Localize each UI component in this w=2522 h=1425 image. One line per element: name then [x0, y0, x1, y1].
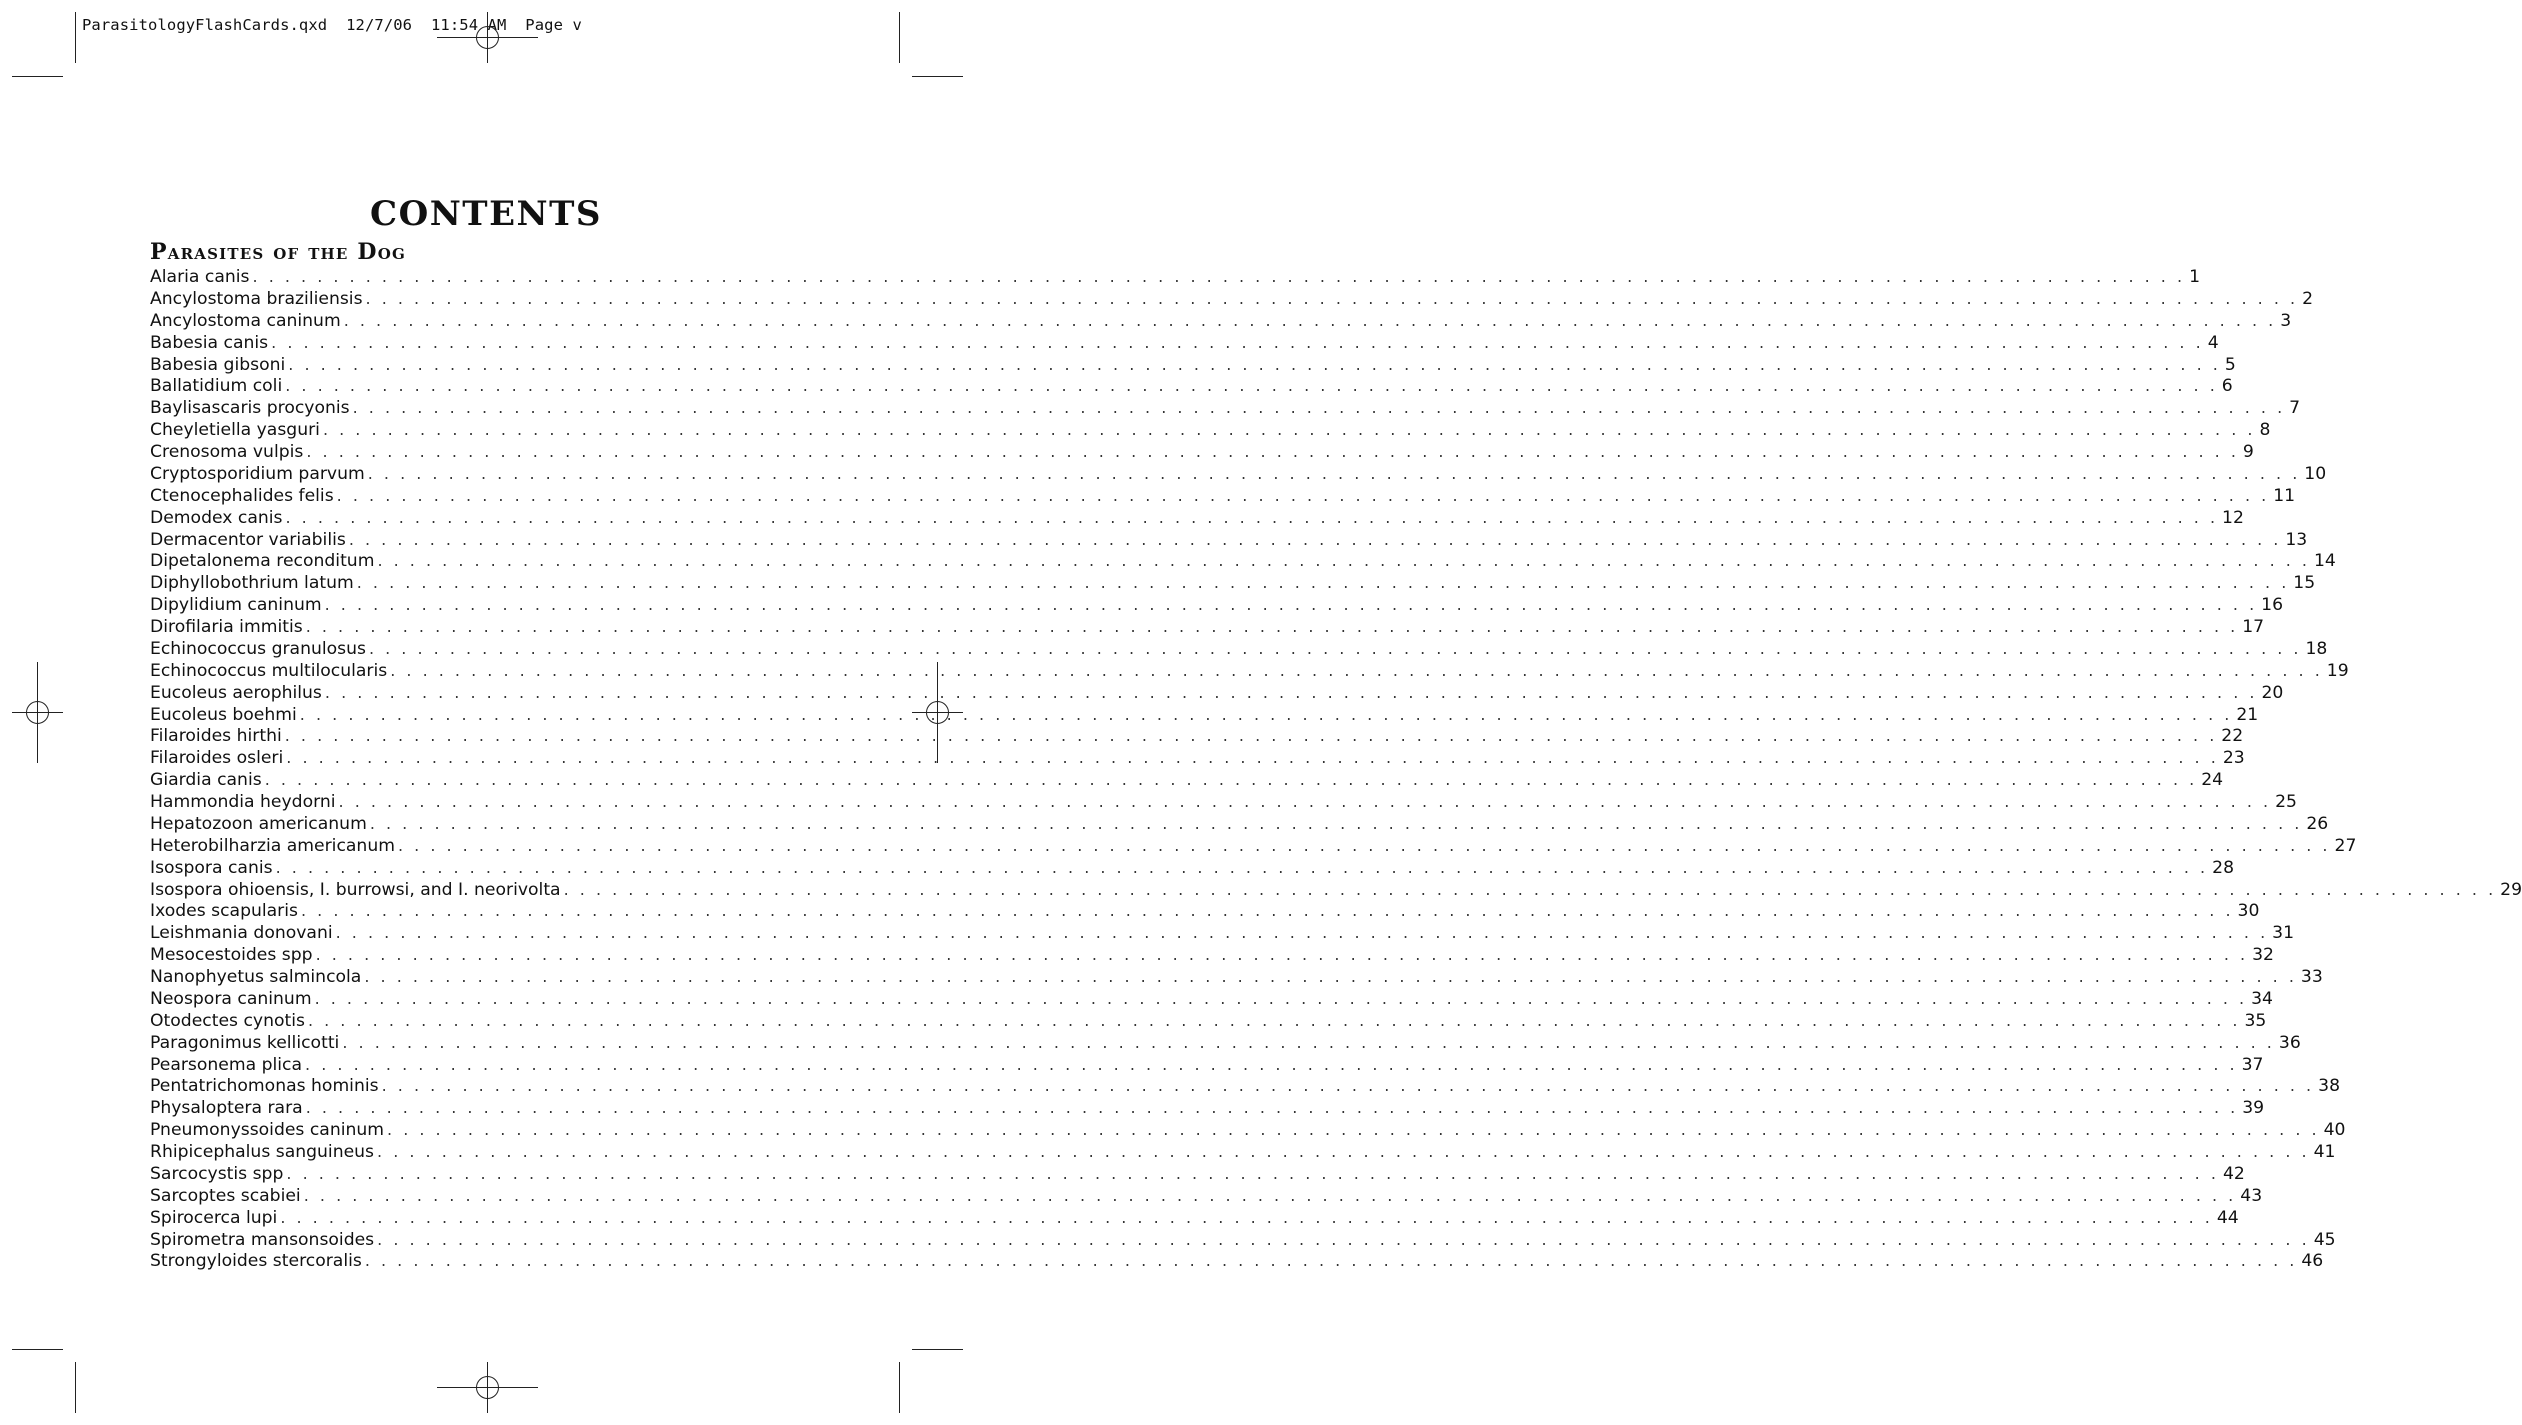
- dot-leader: . . . . . . . . . . . . . . . . . . . . . . . . . . . . . . . . . . . . . . . . . . . . . . . . . . . . . . . . . . . . . . . . . . . . . . . . . . . . . . . . . . . . . . . . . . . . . . . . . . . . . . . . . . . . . . . . . . . . . . . .: [368, 638, 2302, 658]
- toc-entry-page-number: 25: [2275, 792, 2297, 812]
- toc-entry[interactable]: [150, 550, 2336, 572]
- toc-entry-name: Demodex canis: [150, 507, 283, 528]
- dot-leader: . . . . . . . . . . . . . . . . . . . . . . . . . . . . . . . . . . . . . . . . . . . . . . . . . . . . . . . . . . . . . . . . . . . . . . . . . . . . . . . . . . . . . . . . . . . . . . . . . . . . . . . . . . . . . . . . . . . . . . . .: [306, 442, 2239, 461]
- dot-leader: . . . . . . . . . . . . . . . . . . . . . . . . . . . . . . . . . . . . . . . . . . . . . . . . . . . . . . . . . . . . . . . . . . . . . . . . . . . . . . . . . . . . . . . . . . . . . . . . . . . . . . . . . . . . . . . . . . . . . . . .: [315, 945, 2249, 965]
- page-title: CONTENTS: [370, 194, 602, 234]
- toc-entry[interactable]: [150, 922, 2295, 944]
- toc-entry-name: Physaloptera rara: [150, 1098, 303, 1119]
- toc-entry[interactable]: [150, 441, 2254, 463]
- toc-entry[interactable]: [150, 1097, 2265, 1119]
- toc-entry-name: Isospora canis: [150, 857, 273, 878]
- toc-entry[interactable]: [150, 375, 2233, 397]
- toc-entry-name: Cryptosporidium parvum: [150, 463, 365, 484]
- toc-entry[interactable]: [150, 857, 2235, 879]
- dot-leader: . . . . . . . . . . . . . . . . . . . . . . . . . . . . . . . . . . . . . . . . . . . . . . . . . . . . . . . . . . . . . . . . . . . . . . . . . . . . . . . . . . . . . . . . . . . . . . . . . . . . . . . . . . . . . . . . . . . . . . . .: [280, 1207, 2213, 1227]
- toc-entry-name: Alaria canis: [150, 267, 250, 287]
- toc-entry-page-number: 31: [2272, 923, 2295, 944]
- toc-entry[interactable]: [150, 572, 2316, 594]
- registration-mark-left: [12, 662, 63, 763]
- toc-entry[interactable]: [150, 944, 2274, 966]
- dot-leader: . . . . . . . . . . . . . . . . . . . . . . . . . . . . . . . . . . . . . . . . . . . . . . . . . . . . . . . . . . . . . . . . . . . . . . . . . . . . . . . . . . . . . . . . . . . . . . . . . . . . . . . . . . . . . . . . . . . . . . . .: [307, 1010, 2241, 1030]
- dot-leader: . . . . . . . . . . . . . . . . . . . . . . . . . . . . . . . . . . . . . . . . . . . . . . . . . . . . . . . . . . . . . . . . . . . . . . . . . . . . . . . . . . . . . . . . . . . . . . . . . . . . . . . . . . . . . . . . . . . . . . . .: [271, 332, 2204, 352]
- toc-entry-page-number: 10: [2304, 463, 2327, 484]
- toc-entry-page-number: 20: [2261, 682, 2284, 703]
- dot-leader: . . . . . . . . . . . . . . . . . . . . . . . . . . . . . . . . . . . . . . . . . . . . . . . . . . . . . . . . . . . . . . . . . . . . . . . . . . . . . . . . . . . . . . . . . . . . . . . . . . . . . . . . . . . . . . . . . . . . . . . .: [285, 507, 2219, 527]
- toc-entry-name: Filaroides osleri: [150, 748, 284, 769]
- toc-entry[interactable]: [150, 1141, 2336, 1163]
- toc-entry[interactable]: [150, 507, 2244, 529]
- toc-entry-name: Heterobilharzia americanum: [150, 835, 395, 856]
- dot-leader: . . . . . . . . . . . . . . . . . . . . . . . . . . . . . . . . . . . . . . . . . . . . . . . . . . . . . . . . . . . . . . . . . . . . . . . . . . . . . . . . . . . . . . . . . . . . . . . . . . . . . . . . . . . . . . . . . . . . . . . .: [390, 660, 2323, 680]
- toc-entry[interactable]: [150, 1185, 2263, 1207]
- dot-leader: . . . . . . . . . . . . . . . . . . . . . . . . . . . . . . . . . . . . . . . . . . . . . . . . . . . . . . . . . . . . . . . . . . . . . . . . . . . . . . . . . . . . . . . . . . . . . . . . . . . . . . . . . . . . . . . . . . . . . . . .: [348, 529, 2282, 549]
- dot-leader: . . . . . . . . . . . . . . . . . . . . . . . . . . . . . . . . . . . . . . . . . . . . . . . . . . . . . . . . . . . . . . . . . . . . . . . . . . . . . . . . . . . . . . . . . . . . . . . . . . . . . . . . . . . . . . . . . . . . . . . .: [563, 879, 2497, 899]
- toc-entry-page-number: 8: [2259, 420, 2271, 441]
- toc-entry-page-number: 46: [2301, 1251, 2324, 1272]
- dot-leader: . . . . . . . . . . . . . . . . . . . . . . . . . . . . . . . . . . . . . . . . . . . . . . . . . . . . . . . . . . . . . . . . . . . . . . . . . . . . . . . . . . . . . . . . . . . . . . . . . . . . . . . . . . . . . . . . . . . . . . . .: [377, 1142, 2310, 1161]
- dot-leader: . . . . . . . . . . . . . . . . . . . . . . . . . . . . . . . . . . . . . . . . . . . . . . . . . . . . . . . . . . . . . . . . . . . . . . . . . . . . . . . . . . . . . . . . . . . . . . . . . . . . . . . . . . . . . . . . . . . . . . . .: [284, 726, 2218, 746]
- dot-leader: . . . . . . . . . . . . . . . . . . . . . . . . . . . . . . . . . . . . . . . . . . . . . . . . . . . . . . . . . . . . . . . . . . . . . . . . . . . . . . . . . . . . . . . . . . . . . . . . . . . . . . . . . . . . . . . . . . . . . . . .: [264, 770, 2198, 790]
- toc-entry[interactable]: [150, 704, 2259, 726]
- toc-entry-page-number: 3: [2280, 310, 2292, 331]
- toc-entry-page-number: 45: [2313, 1229, 2336, 1250]
- toc-entry-name: Dipylidium caninum: [150, 595, 322, 616]
- toc-entry-page-number: 28: [2212, 857, 2235, 878]
- toc-entry[interactable]: [150, 879, 2522, 901]
- dot-leader: . . . . . . . . . . . . . . . . . . . . . . . . . . . . . . . . . . . . . . . . . . . . . . . . . . . . . . . . . . . . . . . . . . . . . . . . . . . . . . . . . . . . . . . . . . . . . . . . . . . . . . . . . . . . . . . . . . . . . . . .: [352, 398, 2286, 418]
- toc-entry[interactable]: [150, 1229, 2336, 1251]
- dot-leader: . . . . . . . . . . . . . . . . . . . . . . . . . . . . . . . . . . . . . . . . . . . . . . . . . . . . . . . . . . . . . . . . . . . . . . . . . . . . . . . . . . . . . . . . . . . . . . . . . . . . . . . . . . . . . . . . . . . . . . . .: [305, 1054, 2238, 1074]
- toc-entry[interactable]: [150, 900, 2260, 922]
- toc-entry-page-number: 44: [2216, 1207, 2239, 1228]
- dot-leader: . . . . . . . . . . . . . . . . . . . . . . . . . . . . . . . . . . . . . . . . . . . . . . . . . . . . . . . . . . . . . . . . . . . . . . . . . . . . . . . . . . . . . . . . . . . . . . . . . . . . . . . . . . . . . . . . . . . . . . . .: [338, 792, 2272, 811]
- toc-entry-name: Baylisascaris procyonis: [150, 398, 350, 419]
- toc-entry-name: Leishmania donovani: [150, 923, 333, 944]
- dot-leader: . . . . . . . . . . . . . . . . . . . . . . . . . . . . . . . . . . . . . . . . . . . . . . . . . . . . . . . . . . . . . . . . . . . . . . . . . . . . . . . . . . . . . . . . . . . . . . . . . . . . . . . . . . . . . . . . . . . . . . . .: [387, 1120, 2320, 1140]
- toc-entry-name: Ballatidium coli: [150, 376, 283, 397]
- toc-entry-name: Hammondia heydorni: [150, 792, 336, 812]
- toc-entry-name: Nanophyetus salmincola: [150, 967, 362, 987]
- toc-entry-page-number: 19: [2326, 660, 2349, 681]
- toc-entry-page-number: 38: [2318, 1076, 2341, 1097]
- toc-entry[interactable]: [150, 288, 2314, 310]
- toc-entry-page-number: 34: [2251, 988, 2273, 1009]
- dot-leader: . . . . . . . . . . . . . . . . . . . . . . . . . . . . . . . . . . . . . . . . . . . . . . . . . . . . . . . . . . . . . . . . . . . . . . . . . . . . . . . . . . . . . . . . . . . . . . . . . . . . . . . . . . . . . . . . . . . . . . . .: [336, 485, 2270, 505]
- dot-leader: . . . . . . . . . . . . . . . . . . . . . . . . . . . . . . . . . . . . . . . . . . . . . . . . . . . . . . . . . . . . . . . . . . . . . . . . . . . . . . . . . . . . . . . . . . . . . . . . . . . . . . . . . . . . . . . . . . . . . . . .: [364, 1251, 2298, 1271]
- toc-entry-name: Pearsonema plica: [150, 1054, 303, 1075]
- toc-entry-name: Rhipicephalus sanguineus: [150, 1142, 375, 1162]
- toc-entry-name: Ancylostoma caninum: [150, 310, 341, 331]
- dot-leader: . . . . . . . . . . . . . . . . . . . . . . . . . . . . . . . . . . . . . . . . . . . . . . . . . . . . . . . . . . . . . . . . . . . . . . . . . . . . . . . . . . . . . . . . . . . . . . . . . . . . . . . . . . . . . . . . . . . . . . . .: [286, 1163, 2219, 1183]
- toc-entry-page-number: 22: [2221, 726, 2244, 747]
- dot-leader: . . . . . . . . . . . . . . . . . . . . . . . . . . . . . . . . . . . . . . . . . . . . . . . . . . . . . . . . . . . . . . . . . . . . . . . . . . . . . . . . . . . . . . . . . . . . . . . . . . . . . . . . . . . . . . . . . . . . . . . .: [286, 748, 2219, 768]
- toc-entry-name: Pentatrichomonas hominis: [150, 1076, 379, 1097]
- toc-entry[interactable]: [150, 419, 2271, 441]
- toc-entry-page-number: 26: [2306, 813, 2329, 834]
- dot-leader: . . . . . . . . . . . . . . . . . . . . . . . . . . . . . . . . . . . . . . . . . . . . . . . . . . . . . . . . . . . . . . . . . . . . . . . . . . . . . . . . . . . . . . . . . . . . . . . . . . . . . . . . . . . . . . . . . . . . . . . .: [288, 354, 2221, 374]
- toc-entry[interactable]: [150, 1119, 2346, 1141]
- toc-entry-name: Eucoleus aerophilus: [150, 682, 322, 703]
- dot-leader: . . . . . . . . . . . . . . . . . . . . . . . . . . . . . . . . . . . . . . . . . . . . . . . . . . . . . . . . . . . . . . . . . . . . . . . . . . . . . . . . . . . . . . . . . . . . . . . . . . . . . . . . . . . . . . . . . . . . . . . .: [314, 988, 2248, 1008]
- toc-entry-name: Ixodes scapularis: [150, 901, 298, 922]
- toc-entry-name: Paragonimus kellicotti: [150, 1032, 340, 1053]
- toc-entry[interactable]: [150, 616, 2265, 638]
- toc-entry-name: Dirofilaria immitis: [150, 617, 303, 637]
- toc-entry[interactable]: [150, 310, 2292, 332]
- toc-entry-name: Pneumonyssoides caninum: [150, 1120, 385, 1141]
- toc-entry[interactable]: [150, 529, 2308, 551]
- toc-entry-name: Diphyllobothrium latum: [150, 573, 354, 594]
- dot-leader: . . . . . . . . . . . . . . . . . . . . . . . . . . . . . . . . . . . . . . . . . . . . . . . . . . . . . . . . . . . . . . . . . . . . . . . . . . . . . . . . . . . . . . . . . . . . . . . . . . . . . . . . . . . . . . . . . . . . . . . .: [324, 595, 2258, 615]
- toc-entry[interactable]: [150, 397, 2301, 419]
- dot-leader: . . . . . . . . . . . . . . . . . . . . . . . . . . . . . . . . . . . . . . . . . . . . . . . . . . . . . . . . . . . . . . . . . . . . . . . . . . . . . . . . . . . . . . . . . . . . . . . . . . . . . . . . . . . . . . . . . . . . . . . .: [381, 1076, 2315, 1096]
- toc-entry-page-number: 11: [2273, 485, 2296, 506]
- contents-page: [150, 190, 2522, 1272]
- toc-entry-page-number: 9: [2242, 442, 2254, 462]
- dot-leader: . . . . . . . . . . . . . . . . . . . . . . . . . . . . . . . . . . . . . . . . . . . . . . . . . . . . . . . . . . . . . . . . . . . . . . . . . . . . . . . . . . . . . . . . . . . . . . . . . . . . . . . . . . . . . . . . . . . . . . . .: [343, 310, 2277, 330]
- toc-entry-name: Giardia canis: [150, 770, 262, 791]
- dot-leader: . . . . . . . . . . . . . . . . . . . . . . . . . . . . . . . . . . . . . . . . . . . . . . . . . . . . . . . . . . . . . . . . . . . . . . . . . . . . . . . . . . . . . . . . . . . . . . . . . . . . . . . . . . . . . . . . . . . . . . . .: [299, 704, 2233, 724]
- toc-entry-name: Echinococcus multilocularis: [150, 660, 388, 681]
- toc-entry-name: Spirometra mansonsoides: [150, 1229, 375, 1250]
- toc-entry-page-number: 40: [2323, 1120, 2346, 1141]
- toc-entry-name: Mesocestoides spp: [150, 945, 313, 966]
- toc-entry-page-number: 43: [2240, 1185, 2263, 1206]
- toc-entry-name: Filaroides hirthi: [150, 726, 282, 747]
- toc-entry-page-number: 15: [2293, 573, 2316, 594]
- toc-entry[interactable]: [150, 1032, 2301, 1054]
- registration-mark-top: [437, 12, 538, 63]
- dot-leader: . . . . . . . . . . . . . . . . . . . . . . . . . . . . . . . . . . . . . . . . . . . . . . . . . . . . . . . . . . . . . . . . . . . . . . . . . . . . . . . . . . . . . . . . . . . . . . . . . . . . . . . . . . . . . . . . . . . . . . . .: [377, 551, 2310, 571]
- toc-entry-page-number: 14: [2314, 551, 2336, 572]
- toc-entry-name: Babesia canis: [150, 332, 269, 353]
- toc-entry-page-number: 4: [2207, 332, 2219, 353]
- toc-entry[interactable]: [150, 594, 2284, 616]
- dot-leader: . . . . . . . . . . . . . . . . . . . . . . . . . . . . . . . . . . . . . . . . . . . . . . . . . . . . . . . . . . . . . . . . . . . . . . . . . . . . . . . . . . . . . . . . . . . . . . . . . . . . . . . . . . . . . . . . . . . . . . . .: [342, 1032, 2275, 1052]
- dot-leader: . . . . . . . . . . . . . . . . . . . . . . . . . . . . . . . . . . . . . . . . . . . . . . . . . . . . . . . . . . . . . . . . . . . . . . . . . . . . . . . . . . . . . . . . . . . . . . . . . . . . . . . . . . . . . . . . . . . . . . . .: [397, 835, 2331, 855]
- toc-entry-name: Sarcocystis spp: [150, 1163, 284, 1184]
- dot-leader: . . . . . . . . . . . . . . . . . . . . . . . . . . . . . . . . . . . . . . . . . . . . . . . . . . . . . . . . . . . . . . . . . . . . . . . . . . . . . . . . . . . . . . . . . . . . . . . . . . . . . . . . . . . . . . . . . . . . . . . .: [322, 420, 2256, 440]
- toc-entry-name: Ctenocephalides felis: [150, 485, 334, 506]
- dot-leader: . . . . . . . . . . . . . . . . . . . . . . . . . . . . . . . . . . . . . . . . . . . . . . . . . . . . . . . . . . . . . . . . . . . . . . . . . . . . . . . . . . . . . . . . . . . . . . . . . . . . . . . . . . . . . . . . . . . . . . . .: [305, 617, 2239, 636]
- toc-entry-name: Dipetalonema reconditum: [150, 551, 375, 572]
- toc-entry-page-number: 27: [2334, 835, 2357, 856]
- toc-entry-name: Ancylostoma braziliensis: [150, 288, 363, 309]
- toc-entry-page-number: 1: [2189, 267, 2200, 287]
- toc-entry-page-number: 16: [2261, 595, 2284, 616]
- toc-list: [150, 266, 2522, 1272]
- toc-entry-page-number: 29: [2500, 879, 2522, 900]
- toc-entry[interactable]: [150, 1075, 2341, 1097]
- toc-entry-page-number: 33: [2300, 967, 2323, 987]
- toc-entry-page-number: 5: [2224, 354, 2236, 375]
- toc-entry-page-number: 12: [2222, 507, 2244, 528]
- toc-entry-page-number: 41: [2313, 1142, 2336, 1162]
- toc-entry[interactable]: [150, 638, 2328, 660]
- toc-entry-name: Eucoleus boehmi: [150, 704, 297, 725]
- toc-entry[interactable]: [150, 332, 2219, 354]
- dot-leader: . . . . . . . . . . . . . . . . . . . . . . . . . . . . . . . . . . . . . . . . . . . . . . . . . . . . . . . . . . . . . . . . . . . . . . . . . . . . . . . . . . . . . . . . . . . . . . . . . . . . . . . . . . . . . . . . . . . . . . . .: [275, 857, 2209, 877]
- toc-entry-name: Echinococcus granulosus: [150, 638, 366, 659]
- toc-entry-name: Isospora ohioensis, I. burrowsi, and I. neorivolta: [150, 879, 561, 900]
- toc-entry[interactable]: [150, 791, 2297, 813]
- dot-leader: . . . . . . . . . . . . . . . . . . . . . . . . . . . . . . . . . . . . . . . . . . . . . . . . . . . . . . . . . . . . . . . . . . . . . . . . . . . . . . . . . . . . . . . . . . . . . . . . . . . . . . . . . . . . . . . . . . . . . . . .: [364, 967, 2297, 986]
- toc-entry[interactable]: [150, 354, 2236, 376]
- toc-entry-page-number: 24: [2201, 770, 2224, 791]
- toc-entry[interactable]: [150, 966, 2323, 988]
- toc-entry[interactable]: [150, 660, 2349, 682]
- toc-entry-name: Cheyletiella yasguri: [150, 420, 320, 441]
- section-title: Parasites of the Dog: [150, 239, 406, 265]
- toc-entry-page-number: 6: [2221, 376, 2233, 397]
- dot-leader: . . . . . . . . . . . . . . . . . . . . . . . . . . . . . . . . . . . . . . . . . . . . . . . . . . . . . . . . . . . . . . . . . . . . . . . . . . . . . . . . . . . . . . . . . . . . . . . . . . . . . . . . . . . . . . . . . . . . . . . .: [377, 1229, 2310, 1249]
- toc-entry-name: Neospora caninum: [150, 988, 312, 1009]
- toc-entry-name: Dermacentor variabilis: [150, 529, 346, 550]
- dot-leader: . . . . . . . . . . . . . . . . . . . . . . . . . . . . . . . . . . . . . . . . . . . . . . . . . . . . . . . . . . . . . . . . . . . . . . . . . . . . . . . . . . . . . . . . . . . . . . . . . . . . . . . . . . . . . . . . . . . . . . . .: [285, 376, 2218, 396]
- toc-entry[interactable]: [150, 725, 2244, 747]
- toc-entry[interactable]: [150, 1054, 2264, 1076]
- toc-entry-page-number: 13: [2285, 529, 2308, 550]
- print-slug-line: ParasitologyFlashCards.qxd 12/7/06 11:54 AM Page v: [82, 16, 582, 34]
- toc-entry-name: Crenosoma vulpis: [150, 442, 304, 462]
- toc-entry-page-number: 42: [2222, 1163, 2245, 1184]
- toc-entry-page-number: 39: [2242, 1098, 2265, 1119]
- toc-entry[interactable]: [150, 1250, 2324, 1272]
- toc-entry-page-number: 37: [2241, 1054, 2264, 1075]
- toc-entry-page-number: 35: [2244, 1010, 2267, 1031]
- toc-entry-page-number: 18: [2305, 638, 2328, 659]
- dot-leader: . . . . . . . . . . . . . . . . . . . . . . . . . . . . . . . . . . . . . . . . . . . . . . . . . . . . . . . . . . . . . . . . . . . . . . . . . . . . . . . . . . . . . . . . . . . . . . . . . . . . . . . . . . . . . . . . . . . . . . . .: [365, 288, 2299, 308]
- toc-entry[interactable]: [150, 266, 2200, 288]
- dot-leader: . . . . . . . . . . . . . . . . . . . . . . . . . . . . . . . . . . . . . . . . . . . . . . . . . . . . . . . . . . . . . . . . . . . . . . . . . . . . . . . . . . . . . . . . . . . . . . . . . . . . . . . . . . . . . . . . . . . . . . . .: [305, 1098, 2239, 1118]
- toc-entry[interactable]: [150, 1207, 2239, 1229]
- toc-entry[interactable]: [150, 463, 2327, 485]
- toc-entry[interactable]: [150, 769, 2224, 791]
- toc-entry-name: Babesia gibsoni: [150, 354, 286, 375]
- toc-entry[interactable]: [150, 813, 2329, 835]
- toc-entry[interactable]: [150, 747, 2245, 769]
- dot-leader: . . . . . . . . . . . . . . . . . . . . . . . . . . . . . . . . . . . . . . . . . . . . . . . . . . . . . . . . . . . . . . . . . . . . . . . . . . . . . . . . . . . . . . . . . . . . . . . . . . . . . . . . . . . . . . . . . . . . . . . .: [335, 923, 2269, 943]
- dot-leader: . . . . . . . . . . . . . . . . . . . . . . . . . . . . . . . . . . . . . . . . . . . . . . . . . . . . . . . . . . . . . . . . . . . . . . . . . . . . . . . . . . . . . . . . . . . . . . . . . . . . . . . . . . . . . . . . . . . . . . . .: [369, 813, 2303, 833]
- dot-leader: . . . . . . . . . . . . . . . . . . . . . . . . . . . . . . . . . . . . . . . . . . . . . . . . . . . . . . . . . . . . . . . . . . . . . . . . . . . . . . . . . . . . . . . . . . . . . . . . . . . . . . . . . . . . . . . . . . . . . . . .: [303, 1185, 2237, 1205]
- toc-entry[interactable]: [150, 485, 2296, 507]
- toc-entry-name: Hepatozoon americanum: [150, 813, 367, 834]
- toc-entry[interactable]: [150, 1010, 2267, 1032]
- toc-entry-page-number: 36: [2278, 1032, 2301, 1053]
- toc-entry-name: Otodectes cynotis: [150, 1010, 305, 1031]
- dot-leader: . . . . . . . . . . . . . . . . . . . . . . . . . . . . . . . . . . . . . . . . . . . . . . . . . . . . . . . . . . . . . . . . . . . . . . . . . . . . . . . . . . . . . . . . . . . . . . . . . . . . . . . . . . . . . . . . . . . . . . . .: [252, 267, 2186, 286]
- dot-leader: . . . . . . . . . . . . . . . . . . . . . . . . . . . . . . . . . . . . . . . . . . . . . . . . . . . . . . . . . . . . . . . . . . . . . . . . . . . . . . . . . . . . . . . . . . . . . . . . . . . . . . . . . . . . . . . . . . . . . . . .: [356, 573, 2290, 593]
- toc-entry-page-number: 21: [2236, 704, 2259, 725]
- toc-entry[interactable]: [150, 1163, 2245, 1185]
- dot-leader: . . . . . . . . . . . . . . . . . . . . . . . . . . . . . . . . . . . . . . . . . . . . . . . . . . . . . . . . . . . . . . . . . . . . . . . . . . . . . . . . . . . . . . . . . . . . . . . . . . . . . . . . . . . . . . . . . . . . . . . .: [300, 901, 2234, 921]
- registration-mark-bottom: [437, 1362, 538, 1413]
- toc-entry-page-number: 30: [2237, 901, 2260, 922]
- toc-entry[interactable]: [150, 988, 2273, 1010]
- toc-entry-page-number: 7: [2289, 398, 2301, 419]
- toc-entry-page-number: 17: [2242, 617, 2265, 637]
- dot-leader: . . . . . . . . . . . . . . . . . . . . . . . . . . . . . . . . . . . . . . . . . . . . . . . . . . . . . . . . . . . . . . . . . . . . . . . . . . . . . . . . . . . . . . . . . . . . . . . . . . . . . . . . . . . . . . . . . . . . . . . .: [367, 463, 2301, 483]
- toc-entry-name: Spirocerca lupi: [150, 1207, 278, 1228]
- toc-entry[interactable]: [150, 835, 2357, 857]
- toc-entry-name: Strongyloides stercoralis: [150, 1251, 362, 1272]
- toc-entry-name: Sarcoptes scabiei: [150, 1185, 301, 1206]
- dot-leader: . . . . . . . . . . . . . . . . . . . . . . . . . . . . . . . . . . . . . . . . . . . . . . . . . . . . . . . . . . . . . . . . . . . . . . . . . . . . . . . . . . . . . . . . . . . . . . . . . . . . . . . . . . . . . . . . . . . . . . . .: [324, 682, 2258, 702]
- toc-entry-page-number: 32: [2252, 945, 2274, 966]
- toc-entry-page-number: 23: [2222, 748, 2245, 769]
- toc-entry[interactable]: [150, 682, 2284, 704]
- toc-entry-page-number: 2: [2302, 288, 2314, 309]
